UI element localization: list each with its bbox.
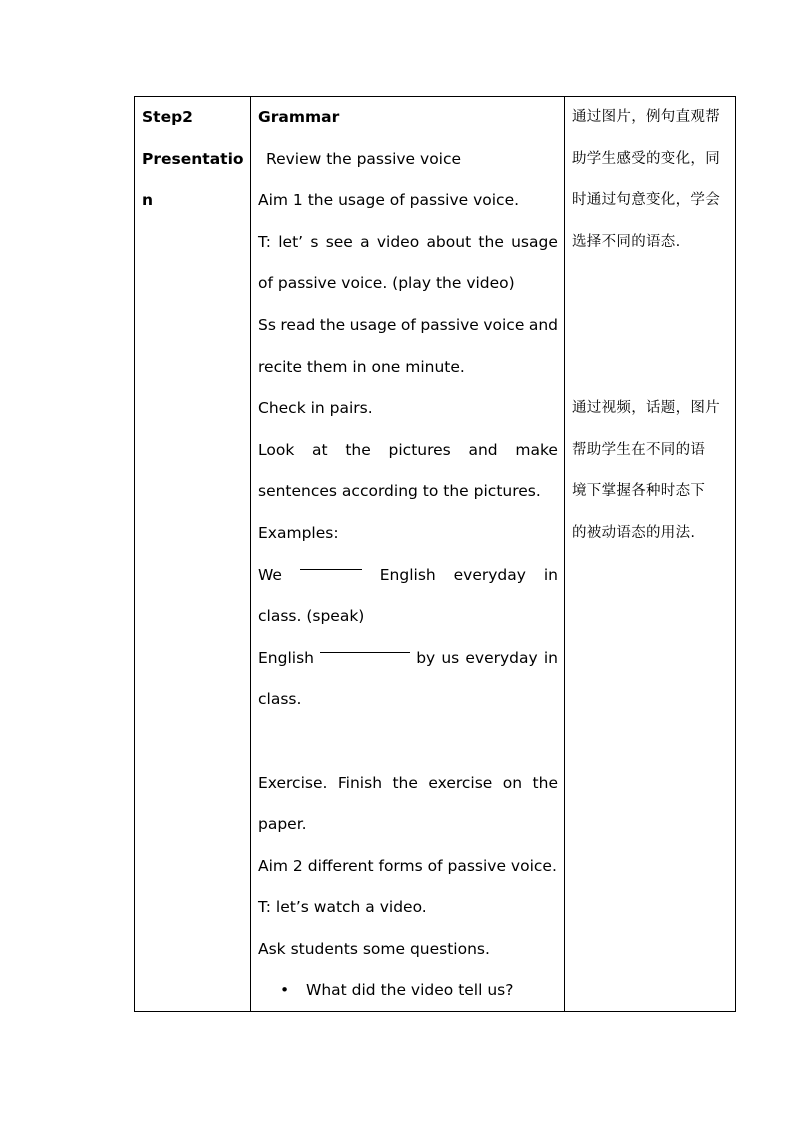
question-text: What did the video tell us? — [306, 981, 514, 1000]
column-divider-2 — [564, 97, 565, 1011]
students-read-line-1 — [258, 305, 558, 347]
word: by — [416, 648, 436, 667]
word: Look — [258, 440, 295, 459]
word: at — [312, 440, 328, 459]
word: read — [280, 315, 316, 334]
column-divider-1 — [250, 97, 251, 1011]
grammar-heading: Grammar — [258, 108, 340, 126]
word: pictures — [388, 440, 451, 459]
review-line: Review the passive voice — [266, 149, 462, 168]
look-pictures-line-1 — [258, 430, 558, 472]
example1-line-2: class. (speak) — [258, 607, 365, 626]
note2-line-3: 境下掌握各种时态下 — [572, 483, 706, 500]
word: T: — [258, 232, 271, 251]
note1-line-1: 通过图片，例句直观帮 — [572, 109, 720, 125]
word: Finish — [337, 773, 383, 792]
note2-line-1: 通过视频，话题，图片 — [572, 400, 720, 417]
word: in — [543, 565, 558, 584]
teacher-video-line-1 — [258, 222, 558, 264]
word: exercise — [428, 773, 493, 792]
example1-line-1 — [258, 555, 558, 597]
note1-line-3: 时通过句意变化，学会 — [572, 192, 720, 209]
fill-blank-2 — [320, 638, 410, 653]
word: and — [528, 315, 558, 334]
example2-line-1 — [258, 638, 558, 680]
word: English — [379, 565, 436, 584]
question-list-item — [258, 970, 558, 1012]
check-pairs-line: Check in pairs. — [258, 399, 373, 418]
teacher-watch-line: T: let’s watch a video. — [258, 898, 427, 917]
word: and — [468, 440, 498, 459]
word: everyday — [453, 565, 526, 584]
word: usage — [511, 232, 558, 251]
note-spacer — [572, 347, 732, 389]
exercise-line-2: paper. — [258, 815, 307, 834]
step-column — [142, 97, 242, 222]
word: Exercise. — [258, 773, 328, 792]
word: voice — [483, 315, 525, 334]
word: the — [392, 773, 418, 792]
word: us — [441, 648, 460, 667]
word: Ss — [258, 315, 276, 334]
word: about — [426, 232, 472, 251]
word: passive — [420, 315, 479, 334]
aim1-line: Aim 1 the usage of passive voice. — [258, 191, 520, 210]
word: s — [310, 232, 319, 251]
spacer-line — [258, 721, 558, 763]
examples-label: Examples: — [258, 523, 339, 542]
note2-line-4: 的被动语态的用法. — [572, 524, 696, 541]
bullet-icon: • — [280, 981, 290, 1000]
word: the — [478, 232, 504, 251]
step-label: Step2 — [142, 108, 193, 126]
word: in — [543, 648, 558, 667]
word: of — [400, 315, 416, 334]
word: a — [360, 232, 370, 251]
word: on — [502, 773, 523, 792]
word: the — [319, 315, 346, 334]
note1-line-4: 选择不同的语态. — [572, 233, 681, 250]
students-read-line-2: recite them in one minute. — [258, 357, 465, 376]
note-spacer — [572, 305, 732, 347]
notes-column — [572, 97, 732, 555]
word: video — [376, 232, 420, 251]
word: the — [532, 773, 558, 792]
aim2-line: Aim 2 different forms of passive voice. — [258, 856, 557, 875]
step-name-part1: Presentatio — [142, 149, 244, 168]
note1-line-2: 助学生感受的变化，同 — [572, 150, 720, 167]
word: make — [515, 440, 558, 459]
word: the — [345, 440, 371, 459]
step-name-part2: n — [142, 191, 154, 210]
word: let’ — [278, 232, 304, 251]
exercise-line-1 — [258, 763, 558, 805]
teacher-video-line-2: of passive voice. (play the video) — [258, 274, 515, 293]
word: everyday — [465, 648, 538, 667]
word: usage — [349, 315, 397, 334]
fill-blank-1 — [300, 555, 362, 570]
example2-line-2: class. — [258, 690, 302, 709]
note-spacer — [572, 263, 732, 305]
ask-questions-line: Ask students some questions. — [258, 939, 490, 958]
lesson-plan-table — [134, 96, 736, 1012]
word: see — [325, 232, 353, 251]
word: We — [258, 565, 282, 584]
look-pictures-line-2: sentences according to the pictures. — [258, 482, 541, 501]
word: English — [258, 648, 314, 667]
note2-line-2: 帮助学生在不同的语 — [572, 441, 706, 458]
content-column — [258, 97, 558, 1012]
